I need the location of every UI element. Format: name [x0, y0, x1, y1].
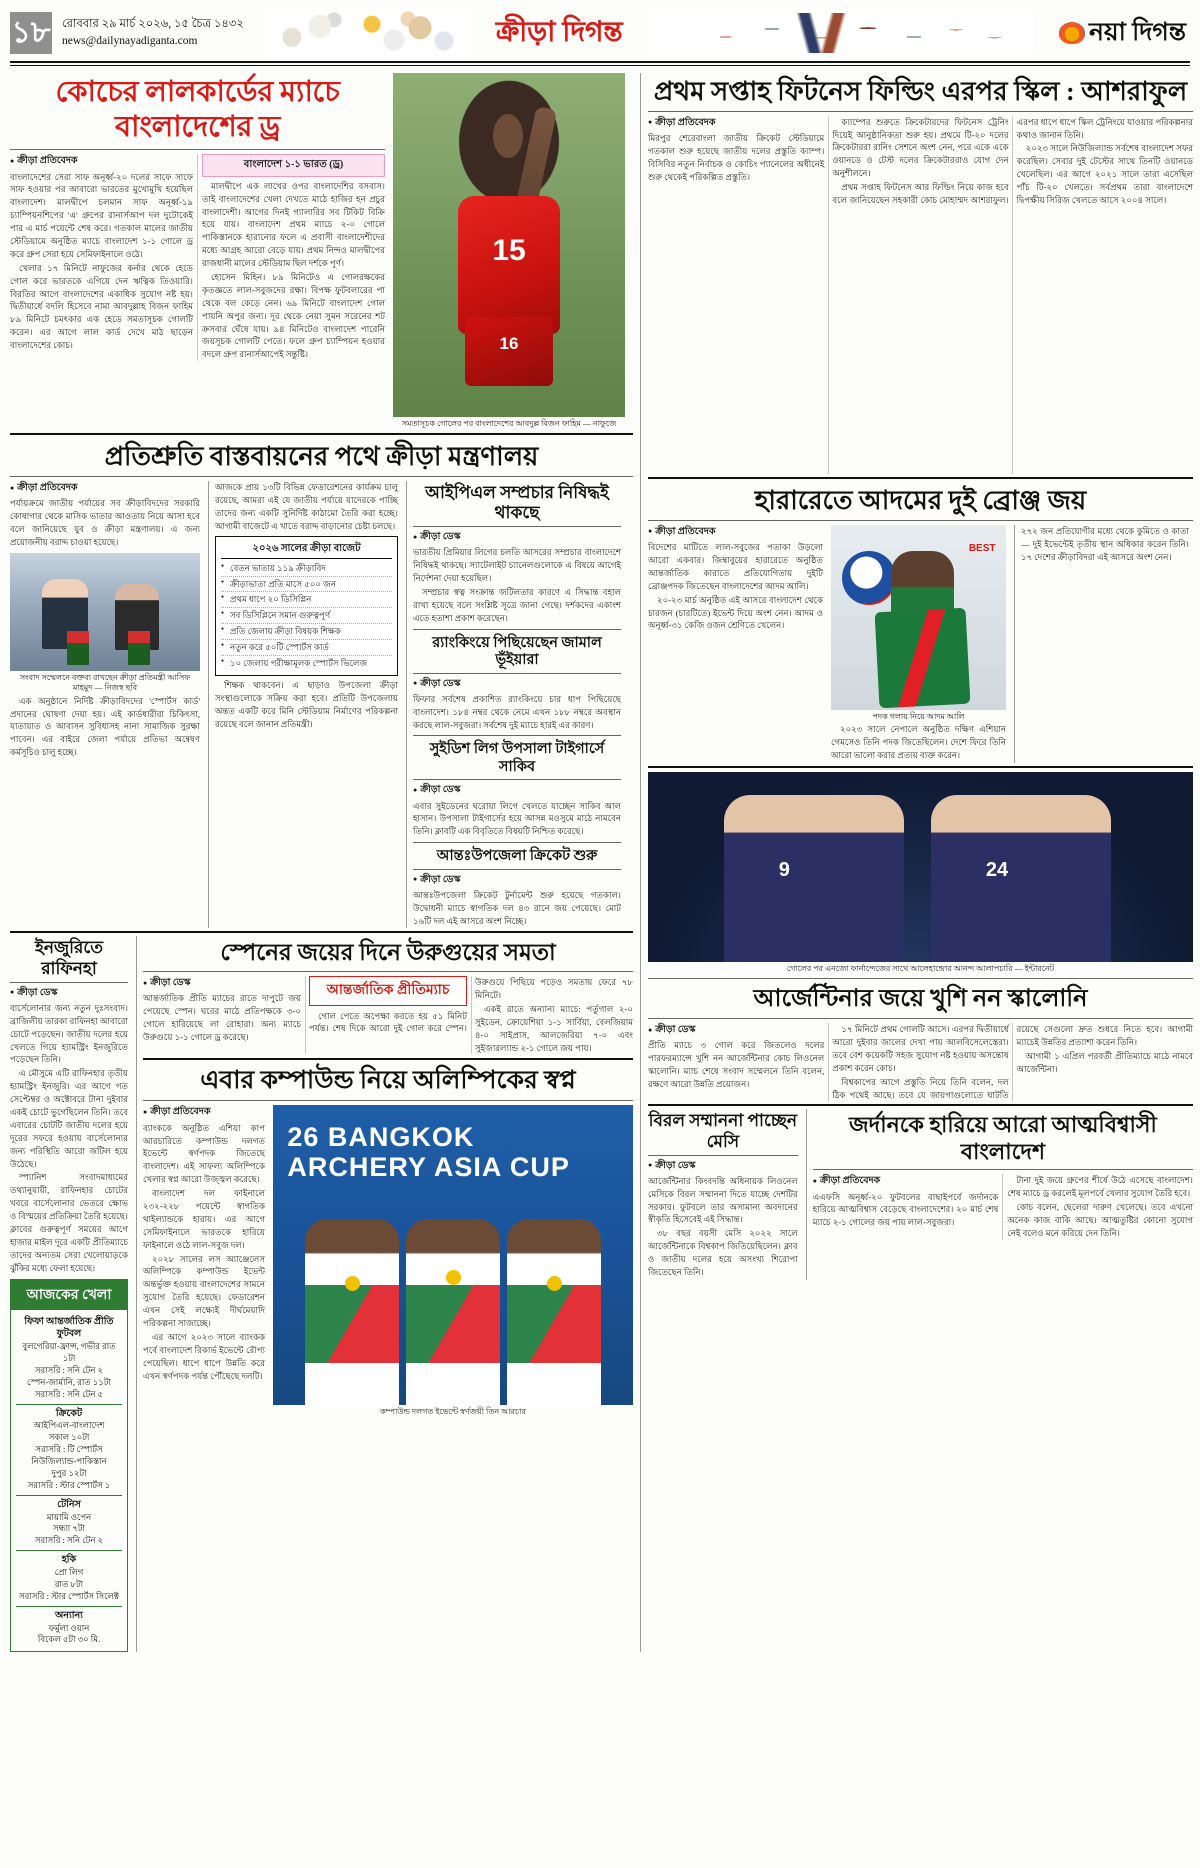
tv-line: বিকেল ৫টা ৩০ মি. — [37, 1634, 101, 1645]
medal-icon — [547, 1276, 562, 1291]
archery-banner-text: 26 BANGKOK ARCHERY ASIA CUP — [287, 1122, 570, 1183]
argentina-photo — [648, 772, 1193, 962]
archery-byline: ● ক্রীড়া প্রতিবেদক — [143, 1105, 265, 1119]
archer-sash — [507, 1285, 601, 1363]
tv-event-title: ক্রিকেট — [55, 1408, 83, 1419]
tv-line: সকাল ১০টা — [48, 1432, 90, 1443]
spain-para: গোল পেতে অপেক্ষা করতে হয় ৫১ মিনিট পর্যন্ত। শেষ দিকে আরো দুই গোল করে স্পেন। উরুগুয়ে পিছিয়ে পড়েও সমতায় ফেরে ৭৮ মিনিটে। — [309, 977, 633, 1034]
argentina-photo-caption: গোলের পর এনজো ফার্নান্দেজের সাথে আলেহান্দ্রোর আনন্দ আলাপচারি — ইন্টারনেট — [786, 963, 1055, 973]
archery-body-col — [143, 1105, 265, 1418]
argentina-headline: আর্জেন্টিনার জয়ে খুশি নন স্কালোনি — [753, 986, 1088, 1013]
outjela-byline: ● ক্রীড়া ডেস্ক — [413, 873, 621, 887]
tv-line: সরাসরি : টি স্পোর্টস — [35, 1444, 103, 1455]
jordan-byline: ● ক্রীড়া প্রতিবেদক — [813, 1174, 999, 1188]
argentina-para: ১৭ মিনিটে প্রথম গোলটি আসে। এরপর দ্বিতীয়ার্ধে আরো দুইবার জালের দেখা পায় আলবিসেলেস্তেরা। তবে বেশ কয়েকটি সহজ সুযোগ নষ্ট হওয়ায় অসন্তোষ প্রকাশ করেন কোচ। — [832, 1024, 1009, 1073]
fitness-headline: প্রথম সপ্তাহ ফিটনেস ফিল্ডিং এরপর স্কিল : আশরাফুল — [653, 76, 1188, 106]
wkf-logo-icon — [842, 551, 896, 605]
athletes-silhouette-image — [649, 13, 1033, 53]
rafinha-para: বার্সেলোনার জন্য নতুন দুঃসংবাদ। ব্রাজিলীয় তারকা রাফিনহা আবারো চোটে পড়েছেন। জাতীয় দলের হয়ে খেলতে গিয়ে হ্যামস্ট্রিং ইনজুরিতে পড়েছেন তিনি। — [10, 1002, 128, 1065]
harare-body-col3 — [1015, 525, 1189, 564]
fitness-para: ২০২৩ সালে নিউজিল্যান্ড সর্বশেষ বাংলাদেশ সফর করেছিল। সেবার দুই টেস্টের সাথে তিনটি ওয়ানডে খেলেছিল। এর আগে ২০২১ সালে তারা এসেছিল পাঁচ টি-২০ খেলতে। সর্বপ্রথম তারা বাংলাদেশে দ্বিপক্ষীয় সিরিজ খেলতে আসে ২০০৪ সালে। — [1016, 143, 1193, 206]
publication-date: রোববার ২৯ মার্চ ২০২৬, ১৫ চৈত্র ১৪৩২ — [62, 18, 244, 31]
bangladesh-flag-drape — [874, 608, 970, 709]
ministry-para: শিক্ষক থাকবেন। এ ছাড়াও উপজেলা ক্রীড়া সংস্থাগুলোকে সক্রিয় করা হবে। প্রতিটি উপজেলায় অন্তত একটি করে মিনি স্টেডিয়াম নির্মাণের পরিকল্পনা রয়েছে বলে জানান প্রতিমন্ত্রী। — [215, 679, 398, 729]
sports-balls-image — [268, 11, 468, 55]
argentina-byline: ● ক্রীড়া ডেস্ক — [648, 1023, 824, 1037]
outjela-headline: আন্তঃউপজেলা ক্রিকেট শুরু — [436, 848, 598, 865]
jordan-headline: জর্দানকে হারিয়ে আরো আত্মবিশ্বাসী বাংলাদেশ — [848, 1112, 1157, 1164]
harare-story — [648, 482, 1193, 763]
tv-line: নিউজিল্যান্ড-পাকিস্তান — [31, 1456, 107, 1467]
lead-story — [10, 73, 633, 430]
outjela-body — [413, 873, 621, 928]
tv-line: রাত ৮টা — [54, 1578, 84, 1589]
contact-email: news@dailynayadiganta.com — [62, 35, 198, 47]
today-games-box — [10, 1279, 128, 1653]
masthead — [10, 8, 1190, 58]
factbox-item: ● প্রতি জেলায় ক্রীড়া বিষয়ক শিক্ষক — [221, 624, 392, 640]
archery-photo-caption: কম্পাউন্ড দলগত ইভেন্টে স্বর্ণজয়ী তিন আরচার — [380, 1407, 526, 1417]
tv-event-title: অন্যান্য — [55, 1610, 83, 1621]
factbox-item: ● ১০ জেলায় পরীক্ষামূলক স্পোর্টস ভিলেজ — [221, 656, 392, 671]
jordan-para: টানা দুই জয়ে গ্রুপের শীর্ষে উঠে এসেছে বাংলাদেশ। শেষ ম্যাচে ড্র করলেই মূলপর্বে খেলার সুযোগ তৈরি হবে। — [1007, 1175, 1193, 1199]
archery-para: এর আগে ২০২৩ সালে ব্যাংকক পর্বে বাংলাদেশ রিকার্ভ ইভেন্টে রৌপ্য পেয়েছিল। ধাপে ধাপে উন্নতি করে এখন স্বর্ণপদক পর্যন্ত পৌঁছেছে দলটি। — [143, 1331, 265, 1381]
ministry-byline: ● ক্রীড়া প্রতিবেদক — [10, 481, 200, 495]
lead-body — [10, 154, 385, 361]
jordan-para: এএফসি অনূর্ধ্ব-২০ ফুটবলের বাছাইপর্বে জর্দানকে হারিয়ে আত্মবিশ্বাস বেড়েছে বাংলাদেশের। ২০ মার্চ শেষ ম্যাচে ২-১ গোলের জয় পায় লাল-সবুজরা। — [812, 1191, 999, 1228]
ministry-para: পর্যায়ক্রমে জাতীয় পর্যায়ের সব ক্রীড়াবিদদের সরকারি কোষাগার থেকে মাসিক ভাতার আওতায় নিয়ে আসা হবে বলে জানিয়েছে যুব ও ক্রীড়া মন্ত্রণালয়। এ জন্য প্রয়োজনীয় বরাদ্দ চাওয়া হয়েছে। — [10, 498, 200, 547]
left-section — [10, 73, 633, 1653]
archery-para: ব্যাংককে অনুষ্ঠিত এশিয়া কাপ আরচারিতে কম্পাউন্ড দলগত ইভেন্টে স্বর্ণপদক জিতেছে বাংলাদেশ। এই সাফল্য অলিম্পিকে খেলার স্বপ্ন আরো উজ্জ্বল করেছে। — [143, 1122, 265, 1185]
tv-line: মায়ামি ওপেন — [46, 1511, 92, 1522]
archer-sash — [406, 1285, 500, 1363]
ministry-para: এক অনুষ্ঠানে নির্দিষ্ট ক্রীড়াবিদদের 'স্পোর্টস কার্ড' প্রদানের ঘোষণা দেয়া হয়। এই কার্ডধারীরা চিকিৎসা, যাতায়াত ও আবাসন সুবিধাসহ নানা সামাজিক সুরক্ষা পাবেন। এর বাইরে জেলা পর্যায়ে প্রতিভা অন্বেষণ কর্মসূচিও চালু হচ্ছে। — [10, 695, 200, 758]
lead-para: বাংলাদেশের সেরা সাফ অনূর্ধ্ব-২০ দলের সাফে সাফে সাফ হওয়ার পর আবারো ভারতের মুখোমুখি হয়েছিল বাংলাদেশ। মালদ্বীপে চলমান সাফ অনূর্ধ্ব-১৯ চ্যাম্পিয়নশিপের 'এ' গ্রুপের রানার্সআপ দল দুটোকেই পার এ মার্চ পয়েন্টে শেষ করে। গতকাল মালের জাতীয় স্টেডিয়ামে অনুষ্ঠিত ম্যাচে বাংলাদেশ ১-১ গোলে ড্র করে গ্রুপ সেরা হয়ে সেমিফাইনালে ওঠে। — [10, 171, 193, 259]
argentina-player-1 — [724, 795, 904, 962]
factbox-item: ● ক্রীড়াভাতা প্রতি মাসে ৫০০ জন — [221, 577, 392, 593]
argentina-body — [648, 1023, 1193, 1101]
archery-photo — [273, 1105, 633, 1405]
tv-line: সরাসরি : সনি টেন ২ — [34, 1364, 104, 1375]
messi-byline: ● ক্রীড়া ডেস্ক — [648, 1159, 798, 1173]
spain-para: আন্তর্জাতিক প্রীতি ম্যাচের রাতে দাপুটে জয় পেয়েছে স্পেন। ঘরের মাঠে প্রতিপক্ষকে ৩-০ গোলে হারিয়েছে লা রোহারা। অন্য ম্যাচে উরুগুয়ে ১-১ গোলে ড্র করেছে। — [143, 993, 301, 1042]
factbox-item: ● বেতন ভাতায় ১১৯ ক্রীড়াবিদ — [221, 561, 392, 577]
sweden-headline: সুইডিশ লিগ উপসালা টাইগার্সে সাকিব — [429, 741, 605, 775]
page-number: ১৮ — [10, 12, 52, 54]
ministry-photo — [10, 553, 200, 671]
rafinha-byline: ● ক্রীড়া ডেস্ক — [10, 986, 128, 1000]
argentina-para: আগামী ১ এপ্রিল পরবর্তী প্রীতিম্যাচে মাঠে নামবে আর্জেন্টিনা। — [1016, 1050, 1193, 1074]
today-games-list — [11, 1310, 127, 1652]
fitness-story — [648, 73, 1193, 474]
spain-banner: আন্তর্জাতিক প্রীতিম্যাচ — [309, 976, 467, 1006]
argentina-jersey-number: 9 — [778, 859, 790, 882]
ranking-byline: ● ক্রীড়া ডেস্ক — [413, 677, 621, 691]
best-badge: BEST — [968, 543, 996, 555]
ministry-body-col2 — [209, 481, 398, 730]
spain-byline: ● ক্রীড়া ডেস্ক — [143, 976, 301, 990]
fitness-para: প্রথম সপ্তাহ ফিটনেস আর ফিল্ডিং নিয়ে কাজ হবে বলে জানিয়েছেন সহকারী কোচ মোহাম্মদ আশরাফুল। এরপর ধাপে ধাপে স্কিল ট্রেনিংয়ে যাওয়ার পরিকল্পনার কথাও জানান তিনি। — [832, 116, 1193, 206]
ministry-headline: প্রতিশ্রুতি বাস্তবায়নের পথে ক্রীড়া মন্ত্রণালয় — [104, 441, 539, 471]
section-title: ক্রীড়া দিগন্ত — [495, 16, 623, 48]
ipl-body — [413, 530, 621, 625]
factbox-heading: ২০২৬ সালের ক্রীড়া বাজেট — [221, 541, 392, 559]
page-content — [10, 73, 1193, 1653]
rafinha-para: এ মৌসুমে এটি রাফিনহার তৃতীয় হ্যামস্ট্রিং ইনজুরি। এর আগে গত সেপ্টেম্বর ও অক্টোবরে টানা দুইবার একই চোটে ভুগেছিলেন তিনি। তবে এবারের চোটটি জাতীয় দলের হয়ে দূরের সফরে হওয়ায় বার্সেলোনার জন্য পরিস্থিতি আরো জটিল হয়ে উঠেছে। — [10, 1068, 128, 1169]
ranking-headline: র‌্যাংকিংয়ে পিছিয়েছেন জামাল ভূঁইয়ারা — [432, 634, 602, 669]
harare-para: ২০-২৩ মার্চ অনুষ্ঠিত এই আসরে বাংলাদেশ থেকে চারজন (চারটিতে) ইভেন্ট দিয়ে অংশ নেন। আদম ও অনূর্ধ্ব-৩১ কেজি ওজন শ্রেণিতে খেলেন। — [648, 594, 823, 631]
harare-para: ২৭২ জন প্রতিযোগীর মধ্যে থেকে কুমিতে ও কাতা — দুই ইভেন্টেই তৃতীয় স্থান অধিকার করেন তিনি। ১৭ দেশের ক্রীড়াবিদরা এই আসরে অংশ নেন। — [1021, 525, 1189, 562]
ipl-para: সম্প্রচার স্বত্ব সংক্রান্ত জটিলতার কারণে এ সিদ্ধান্ত বহাল রাখা হয়েছে বলে সংশ্লিষ্ট সূত্রে জানা গেছে। দর্শকদের একাংশ এতে হতাশা প্রকাশ করেছেন। — [413, 587, 621, 623]
messi-headline: বিরল সম্মাননা পাচ্ছেন মেসি — [648, 1111, 798, 1151]
messi-para: ৩৮ বছর বয়সী মেসি ২০২২ সালে আর্জেন্টিনাকে বিশ্বকাপ জিতিয়েছিলেন। ক্লাব ও জাতীয় দলের হয়ে অসংখ্য শিরোপা জিতেছেন তিনি। — [648, 1228, 798, 1278]
harare-photo-caption: পদক গলায় নিয়ে আদম আলি — [872, 711, 965, 721]
lead-para: মালদ্বীপে এক লাখের ওপর বাংলাদেশির বসবাস। তাই বাংলাদেশের খেলা দেখতে মাঠে হাজির হন প্রচুর বাংলাদেশী। আগের দিনই গ্যালারির সব টিকিট বিক্রি হয়ে যায়। বাংলাদেশ প্রথম ম্যাচে ২-০ গোলে পাকিস্তানকে হারানোর ফলে এ প্রবাসী বাংলাদেশীদের মধ্যে আগ্রহ আরো বেড়ে যায়। প্রথম নিন্দও মালদ্বীপের রাজধানী মালের স্টেডিয়াম ছিল দর্শকে পূর্ণ। — [202, 180, 385, 269]
tv-line: সরাসরি : সনি টেন ২ — [34, 1535, 104, 1546]
fitness-para: ক্যাম্পের শুরুতে ক্রিকেটারদের ফিটনেস ট্রেনিং দিয়েই আনুষ্ঠানিকতা শুরু হয়। প্রথমে টি-২০ দলের ক্রিকেটাররা রানিং সেশনে অংশ নেন, পরে একে একে ওয়ানডে ও টেস্ট দলের ক্রিকেটাররাও যোগ দেন অনুশীলনে। — [832, 116, 1009, 179]
messi-para: আর্জেন্টিনার কিংবদন্তি অধিনায়ক লিওনেল মেসিকে বিরল সম্মাননা দিতে যাচ্ছে দেশটির সরকার। ফুটবলে তার অসামান্য অবদানের স্বীকৃতি হিসেবেই এই সিদ্ধান্ত। — [648, 1175, 798, 1225]
harare-body-col1 — [648, 525, 823, 763]
sweden-byline: ● ক্রীড়া ডেস্ক — [413, 783, 621, 797]
harare-photo — [831, 525, 1006, 710]
tv-line: সরাসরি : স্টার স্পোর্টস ১ — [27, 1479, 111, 1490]
spain-body — [143, 976, 633, 1054]
ipl-byline: ● ক্রীড়া ডেস্ক — [413, 530, 621, 544]
jersey-number: 15 — [492, 234, 526, 268]
scorebox: বাংলাদেশ ১-১ ভারত (ড্র) — [202, 154, 385, 177]
ipl-headline: আইপিএল সম্প্রচার নিষিদ্ধই থাকছে — [425, 483, 609, 523]
row-rafinha-spain — [10, 936, 633, 1652]
row-messi-jordan — [648, 1109, 1193, 1279]
masthead-date-block — [62, 16, 244, 49]
right-section — [640, 73, 1193, 1653]
ranking-body — [413, 677, 621, 732]
fitness-para: মিরপুর শেরেবাংলা জাতীয় ক্রিকেট স্টেডিয়ামে গতকাল শুরু হয়েছে জাতীয় দলের প্রস্তুতি ক্যাম্প। বিসিবির নতুন নির্বাচক ও কোচিং প্যানেলের অধীনেই শুরু থেকেই পরিকল্পিত প্রস্তুতি। — [648, 132, 825, 182]
harare-body-col3-wrap — [1014, 525, 1189, 763]
messi-story — [648, 1109, 798, 1279]
spain-headline: স্পেনের জয়ের দিনে উরুগুয়ের সমতা — [220, 940, 556, 966]
factbox-item: ● প্রথম ধাপে ২০ ডিসিপ্লিন — [221, 592, 392, 608]
ipl-wrap — [406, 481, 621, 928]
lead-para: হোসেন মিহিন। ৮৯ মিনিটেও এ গোলরক্ষকের কৃতজ্ঞতে লাল-সবুজদের রক্ষা। বিপক্ষ ফুটবলারের পা থেকে বল কেড়ে নেন। ৬৯ মিনিটে বাংলাদেশ গোল পায়নি অপুর জন্য। দূর থেকে নেয়া সুমন সরেনের শট ক্রসবার ঘেঁষে যায়। ৯৪ মিনিটেও বাংলাদেশ পারেনি জয়সূচক গোলটি পেতে। ফলে গ্রুপ চ্যাম্পিয়ন হওয়ার বদলে গ্রুপ রানার্সআপেই সন্তুষ্টি। — [202, 271, 385, 360]
today-games-heading: আজকের খেলা — [11, 1280, 127, 1310]
harare-headline: হারারেতে আদমের দুই ব্রোঞ্জ জয় — [754, 485, 1087, 515]
spain-archery-wrap — [136, 936, 633, 1652]
jordan-body — [813, 1174, 1193, 1239]
ipl-para: ভারতীয় প্রিমিয়ার লিগের চলতি আসরের সম্প্রচার বাংলাদেশে নিষিদ্ধই থাকছে। স্যাটেলাইট চ্যানেলগুলোকে এ বিষয়ে আগেই নির্দেশনা দেয়া হয়েছিল। — [413, 547, 621, 584]
lead-byline: ● ক্রীড়া প্রতিবেদক — [10, 154, 193, 168]
argentina-para: প্রীতি ম্যাচে ৩ গোল করে জিতলেও দলের পারফরম্যান্সে খুশি নন আর্জেন্টিনার কোচ লিওনেল স্কালোনি। ম্যাচ শেষে সংবাদ সম্মেলনে তিনি বলেন, রক্ষণে আরো উন্নতি প্রয়োজন। — [648, 1040, 825, 1090]
ministry-photo-caption: সংবাদ সম্মেলনে বক্তব্য রাখছেন ক্রীড়া প্রতিমন্ত্রী আসিফ মাহমুদ — নিজস্ব ছবি — [19, 672, 191, 693]
masthead-rule — [10, 61, 1190, 63]
lead-photo — [393, 73, 625, 417]
lead-para: খেলার ১৭ মিনিটে নাফুজের কর্নার থেকে হেডে গোল করে ভারতকে এগিয়ে দেন ঋত্বিক তিওয়ারি। বিরতির আগে বাংলাদেশের একাধিক সুযোগ নষ্ট হয়। দ্বিতীয়ার্ধে বদলি হিসেবে নামা আবদুল্লাহ বিজন ফাহিম ৮৯ মিনিটে চমৎকার এক হেডে সমতাসূচক গোলটি করেন। এর আগে লাল কার্ড দেখে মাঠ ছাড়েন বাংলাদেশের কোচ। — [10, 262, 193, 351]
tv-line: প্রো লিগ — [54, 1567, 84, 1578]
argentina-jersey-number: 24 — [985, 859, 1009, 882]
sweden-body — [413, 783, 621, 838]
ministry-body-col1b — [10, 695, 200, 759]
flag-icon — [128, 631, 150, 665]
ranking-para: ফিফার সর্বশেষ প্রকাশিত র‌্যাংকিংয়ে চার ধাপ পিছিয়েছে বাংলাদেশ। ১৮৪ নম্বর থেকে নেমে এখন ১৮৮ নম্বরে অবস্থান করছে লাল-সবুজরা। সর্বশেষ দুই ম্যাচে হারই এর কারণ। — [413, 693, 621, 730]
factbox-list — [221, 561, 392, 671]
tv-line: বুলগেরিয়া-ফ্রান্স, গভীর রাত ১টা — [22, 1341, 116, 1364]
tv-line: ফর্মুলা ওয়ান — [48, 1622, 90, 1633]
archery-para: বাংলাদেশ দল ফাইনালে ২৩২-২২৮ পয়েন্টে স্বাগতিক থাইল্যান্ডকে হারায়। এর আগে সেমিফাইনালে ভারতকে হারিয়ে ফাইনালে ওঠে লাল-সবুজ দল। — [143, 1188, 265, 1250]
sweden-para: এবার সুইডেনের ঘরোয়া লিগে খেলতে যাচ্ছেন সাকিব আল হাসান। উপসালা টাইগার্সের হয়ে আসন্ন মওসুমে মাঠে নামবেন তিনি। ক্লাবটি এক বিবৃতিতে বিষয়টি নিশ্চিত করেছে। — [413, 800, 621, 837]
argentina-story — [648, 772, 1193, 1102]
messi-body — [648, 1159, 798, 1279]
tv-line: স্পেন-জার্মানি, রাত ১১টা — [27, 1376, 111, 1387]
lead-headline: কোচের লালকার্ডের ম্যাচে বাংলাদেশের ড্র — [55, 75, 340, 143]
tv-line: সন্ধ্যা ৭টা — [52, 1523, 86, 1534]
ministry-para: আজকে প্রায় ১৩টি বিভিন্ন ফেডারেশনের কার্যক্রম চালু রয়েছে, আমরা এই যে জাতীয় পর্যায়ে যাদেরকে পাচ্ছি তাদের জন্য একটি সুনির্দিষ্ট কাঠামো তৈরি করা হচ্ছে। আগামী বাজেটে এ খাতে বরাদ্দ বাড়ানোর চেষ্টা চলছে। — [215, 482, 398, 531]
harare-para: ২০২৩ সালে নেপালে অনুষ্ঠিত দক্ষিণ এশিয়ান গেমসেও তিনি পদক জিতেছিলেন। দেশে ফিরে তিনি আরো ভালো করার প্রত্যয় ব্যক্ত করেন। — [831, 724, 1006, 761]
flag-icon — [67, 631, 89, 665]
archery-headline: এবার কম্পাউন্ড নিয়ে অলিম্পিকের স্বপ্ন — [200, 1067, 576, 1095]
masthead-rule-thin — [10, 65, 1190, 66]
archery-para: ২০২৮ সালের লস অ্যাঞ্জেলেস অলিম্পিকে কম্পাউন্ড ইভেন্ট অন্তর্ভুক্ত হওয়ায় বাংলাদেশের সামনে সুযোগ তৈরি হয়েছে। ফেডারেশন এখন সেই লক্ষ্যেই দীর্ঘমেয়াদি পরিকল্পনা সাজাচ্ছে। — [143, 1253, 265, 1329]
ministry-factbox — [215, 536, 398, 676]
spain-para: একই রাতে অন্যান্য ম্যাচে: পর্তুগাল ২-০ সুইডেন, ক্রোয়েশিয়া ১-১ সার্বিয়া, বেলজিয়াম ৪-০ সাইপ্রাস, আলজেরিয়া ৭-০ এবং সুইজারল্যান্ড ২-১ গোলে জয় পায়। — [475, 1003, 633, 1053]
factbox-item: ● সব ডিসিপ্লিনে সমান গুরুত্বপূর্ণ — [221, 608, 392, 624]
rafinha-story — [10, 936, 128, 1652]
tv-line: সরাসরি : স্টার স্পোর্টস সিলেক্ট — [18, 1590, 120, 1601]
rafinha-para: স্প্যানিশ সংবাদমাধ্যমের তথ্যানুযায়ী, রাফিনহার চোটের খবরে বার্সেলোনার ভেতরে ক্ষোভ ও বিস্ময়ের প্রতিক্রিয়া তৈরি হয়েছে। ক্লাবের গুরুত্বপূর্ণ সময়ের আগে হাজার মাইল দূরে একটি প্রীতিম্যাচে তাদের অন্যতম সেরা খেলোয়াড়কে ঝুঁকির মধ্যে ফেলা হয়েছে। — [10, 1172, 128, 1273]
paper-logo-text: নয়া দিগন্ত — [1088, 18, 1186, 46]
tv-line: দুপুর ১২টা — [51, 1467, 87, 1478]
jordan-para: কোচ বলেন, ছেলেরা দারুণ খেলেছে। তবে এখনো অনেক কাজ বাকি আছে। আত্মতুষ্টির কোনো সুযোগ নেই বলেও মনে করিয়ে দেন তিনি। — [1007, 1202, 1193, 1238]
factbox-item: ● নতুন করে ৫০টি স্পোর্টস কার্ড — [221, 640, 392, 656]
tv-event-title: ফিফা আন্তর্জাতিক প্রীতি ফুটবল — [24, 1316, 114, 1340]
paper-logo — [1059, 12, 1186, 55]
rafinha-headline: ইনজুরিতে রাফিনহা — [34, 938, 103, 978]
tv-event-title: টেনিস — [57, 1499, 81, 1510]
tv-event-title: হকি — [61, 1555, 77, 1566]
ministry-body-col1 — [10, 481, 200, 549]
ministry-story — [10, 438, 633, 929]
harare-byline: ● ক্রীড়া প্রতিবেদক — [648, 525, 823, 539]
rafinha-body — [10, 986, 128, 1275]
tv-line: আইপিএল-বাংলাদেশ — [33, 1420, 105, 1431]
shorts-number: 16 — [499, 333, 519, 353]
lead-photo-caption: সমতাসূচক গোলের পর বাংলাদেশের আবদুল্ল বিজন ফাহিম — নাফুজে — [401, 418, 617, 428]
outjela-para: আন্তঃউপজেলা ক্রিকেট টুর্নামেন্ট শুরু হয়েছে গতকাল। উদ্বোধনী ম্যাচে স্বাগতিক দল ৪৩ রানে জয় পেয়েছে। মোট ১৬টি দল এই আসরে অংশ নিচ্ছে। — [413, 889, 621, 926]
ministry-body-col2-wrap — [208, 481, 398, 928]
tv-line: সরাসরি : সনি টেন ৫ — [34, 1388, 104, 1399]
argentina-para: বিশ্বকাপের আগে প্রস্তুতি নিয়ে তিনি বলেন, দল ঠিক পথেই আছে। তবে যে জায়গাগুলোতে ঘাটতি রয়েছে সেগুলো দ্রুত শুধরে নিতে হবে। আগামী ম্যাচেই উন্নতির প্রত্যাশা করেন তিনি। — [832, 1024, 1193, 1100]
harare-body-under — [831, 723, 1006, 762]
fitness-body — [648, 116, 1193, 474]
archer-sash — [305, 1285, 399, 1363]
sun-logo-icon — [1059, 22, 1085, 44]
argentina-player-2 — [931, 795, 1111, 962]
harare-para: বিদেশের মাটিতে লাল-সবুজের পতাকা উড়লো আরো একবার। জিম্বাবুয়ের হারারেতে অনুষ্ঠিত আন্তর্জাতিক কারাতে প্রতিযোগিতায় দুইটি ব্রোঞ্জপদক জিতেছেন বাংলাদেশের আদম আলি। — [648, 542, 823, 591]
player-head — [493, 114, 523, 159]
jordan-story-wrap — [806, 1109, 1193, 1279]
fitness-byline: ● ক্রীড়া প্রতিবেদক — [648, 116, 824, 130]
